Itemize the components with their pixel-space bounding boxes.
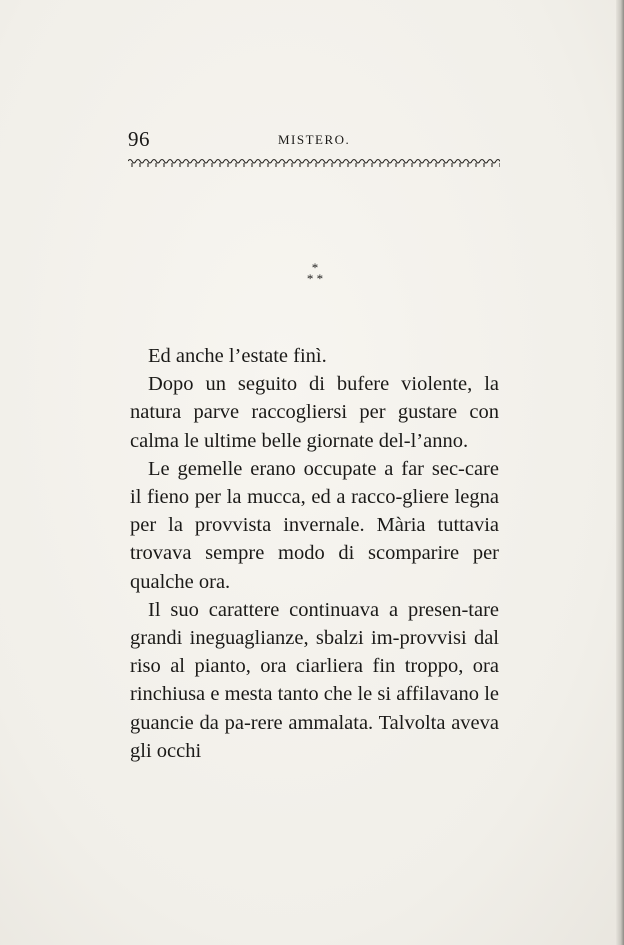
ornament-segment: [392, 160, 400, 164]
page-header: [128, 127, 500, 153]
ornament-segment: [328, 160, 336, 164]
ornament-segment: [352, 160, 360, 164]
ornament-segment: [424, 160, 432, 164]
ornament-segment: [256, 160, 264, 164]
ornament-segment: [464, 160, 472, 164]
ornament-segment: [216, 160, 224, 164]
running-title: MISTERO.: [278, 132, 351, 147]
ornament-segment: [224, 160, 232, 164]
ornament-segment: [312, 160, 320, 164]
ornament-segment: [200, 160, 208, 164]
ornament-segment: [320, 160, 328, 164]
decorative-rule: [128, 158, 500, 168]
ornament-segment: [344, 160, 352, 164]
paragraph: Il suo carattere continuava a presen-tare grandi ineguaglianze, sbalzi im-provvisi dal riso al pianto, ora ciarliera fin troppo, ora rinchiusa e mesta tanto che le si affilavano le guancie da pa-rere ammalata. Talvolta aveva gli occhi: [130, 598, 499, 762]
ornament-segment: [432, 160, 440, 164]
ornament-segment: [184, 160, 192, 164]
ornament-segment: [248, 160, 256, 164]
paragraph: Ed anche l’estate finì.: [148, 345, 327, 367]
body-text: [130, 342, 499, 765]
asterism-bottom: * *: [306, 271, 324, 286]
ornament-segment: [488, 160, 496, 164]
paragraph: Dopo un seguito di bufere violente, la natura parve raccogliersi per gustare con calma le ultime belle giornate del-l’anno.: [130, 373, 499, 452]
ornament-segment: [152, 160, 160, 164]
ornament-segment: [128, 160, 136, 164]
ornament-segment: [168, 160, 176, 164]
ornament-segment: [272, 160, 280, 164]
ornament-segment: [408, 160, 416, 164]
ornament-segment: [376, 160, 384, 164]
ornament-segment: [368, 160, 376, 164]
asterism-top: *: [311, 260, 319, 275]
page-number: 96: [128, 127, 150, 151]
ornament-segment: [232, 160, 240, 164]
ornament-segment: [280, 160, 288, 164]
ornament-segment: [416, 160, 424, 164]
ornament-segment: [496, 160, 500, 164]
ornament-segment: [144, 160, 152, 164]
page-edge-shadow: [616, 0, 624, 945]
ornament-segment: [264, 160, 272, 164]
ornament-segment: [456, 160, 464, 164]
ornament-segment: [384, 160, 392, 164]
ornament-segment: [176, 160, 184, 164]
ornament-segment: [208, 160, 216, 164]
ornament-segment: [296, 160, 304, 164]
ornament-segment: [160, 160, 168, 164]
ornament-segment: [440, 160, 448, 164]
ornament-segment: [448, 160, 456, 164]
ornament-segment: [400, 160, 408, 164]
ornament-segment: [480, 160, 488, 164]
ornament-segment: [360, 160, 368, 164]
ornament-segment: [304, 160, 312, 164]
ornament-segment: [136, 160, 144, 164]
ornament-segment: [288, 160, 296, 164]
ornament-segment: [472, 160, 480, 164]
ornament-segment: [336, 160, 344, 164]
section-break: [290, 262, 340, 292]
ornament-segment: [192, 160, 200, 164]
paragraph: Le gemelle erano occupate a far sec-care il fieno per la mucca, ed a racco-gliere legna per la provvista invernale. Mària tuttavia trovava sempre modo di scomparire per qualche ora.: [130, 457, 499, 593]
ornament-segment: [240, 160, 248, 164]
